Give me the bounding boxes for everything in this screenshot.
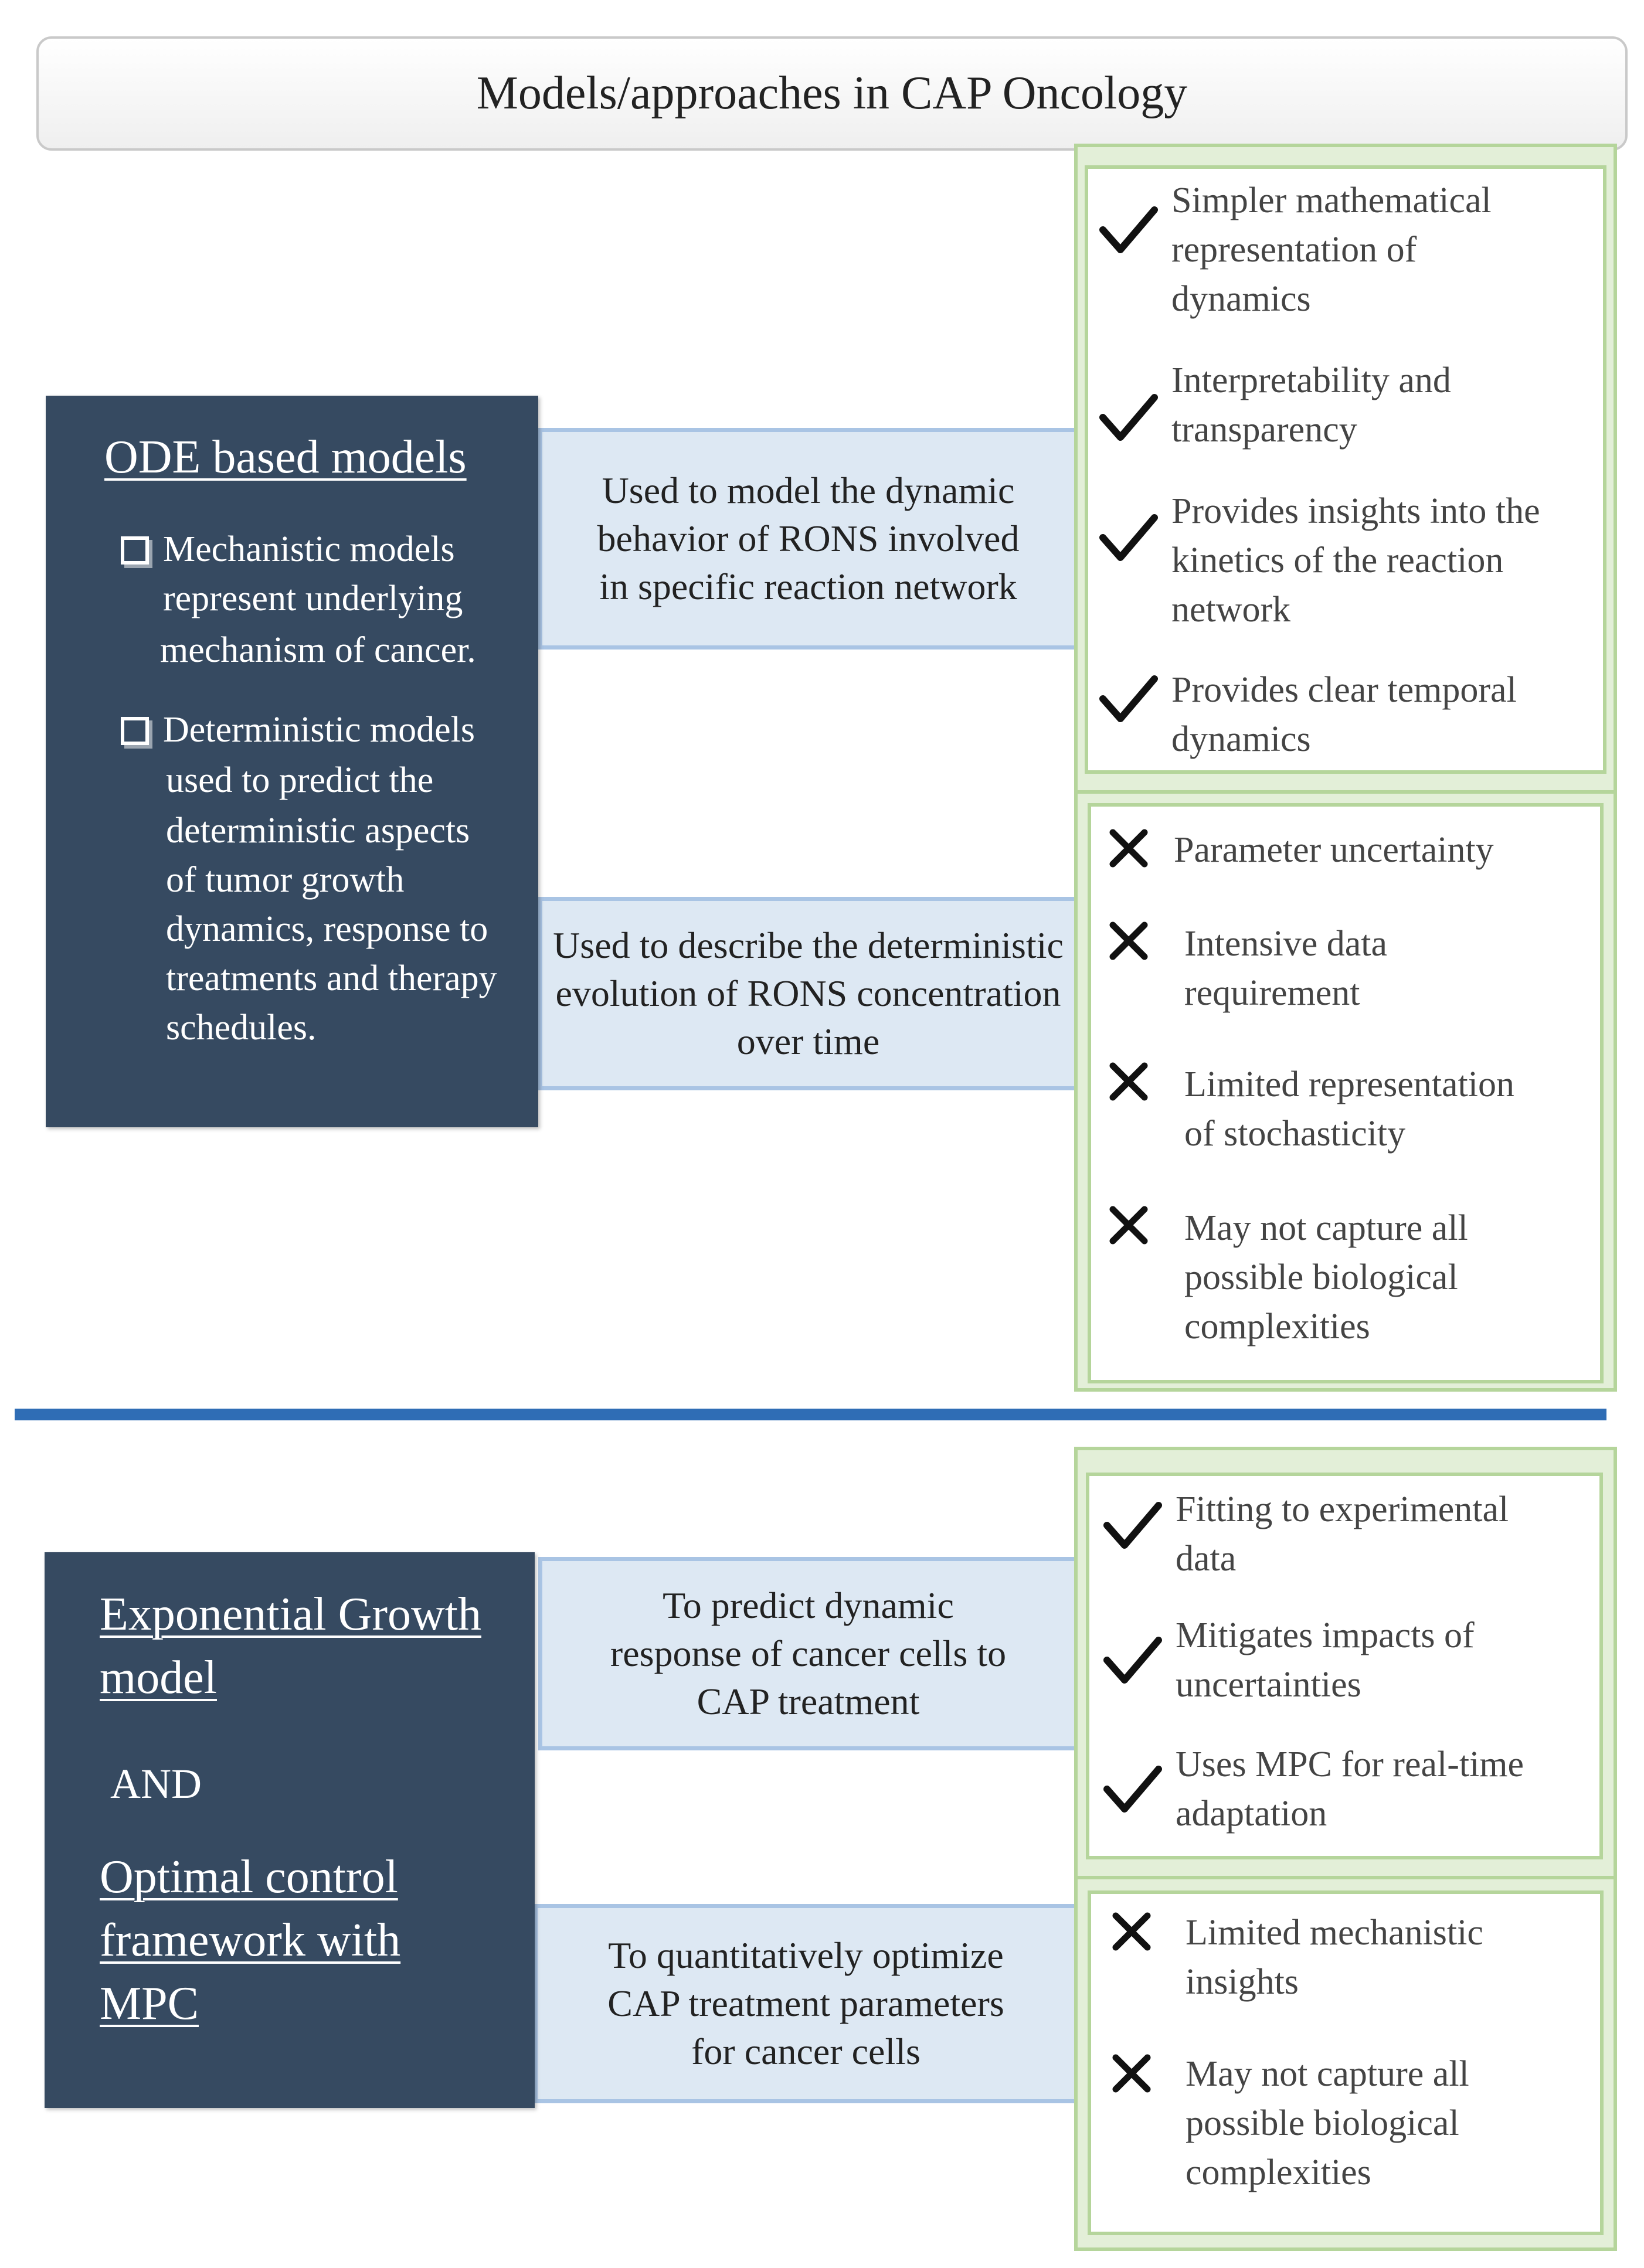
ode-bullet-1-line: represent underlying: [163, 579, 463, 618]
ode-usage-1-line: Used to model the dynamic: [602, 470, 1015, 511]
ode-models-panel: [46, 396, 538, 1127]
cross-icon: [1111, 1911, 1152, 1952]
ode-bullet-2-line: Deterministic models: [163, 710, 475, 750]
ode-usage-2-line: over time: [736, 1021, 880, 1062]
growth-con-2-line: possible biological: [1186, 2103, 1459, 2143]
check-icon: [1099, 674, 1158, 727]
growth-con-1: [1186, 1908, 1483, 2007]
ode-usage-2-line: evolution of RONS concentration: [555, 973, 1061, 1014]
growth-pro-2-line: uncertainties: [1176, 1665, 1361, 1705]
optimal-control-heading: [100, 1845, 400, 2035]
growth-pro-1: [1176, 1485, 1509, 1583]
growth-usage-box-1: [538, 1557, 1074, 1750]
growth-con-1-line: insights: [1186, 1962, 1299, 2002]
check-icon: [1099, 205, 1158, 258]
ode-con-4-line: May not capture all: [1184, 1208, 1468, 1248]
growth-usage-2-line: for cancer cells: [691, 2031, 920, 2072]
growth-usage-2-line: To quantitatively optimize: [608, 1934, 1004, 1976]
checkbox-icon: [121, 717, 149, 745]
growth-usage-1-line: response of cancer cells to: [610, 1633, 1007, 1674]
ode-con-2: [1184, 919, 1387, 1018]
growth-heading-line: Exponential Growth: [100, 1589, 481, 1640]
cross-icon: [1108, 920, 1149, 961]
growth-usage-1-line: To predict dynamic: [663, 1584, 954, 1626]
growth-pro-3: [1176, 1740, 1524, 1838]
cross-icon: [1108, 828, 1149, 869]
ode-bullet-2-line: schedules.: [166, 1008, 317, 1048]
ode-con-2-line: Intensive data: [1184, 924, 1388, 964]
check-icon: [1103, 1635, 1162, 1688]
ode-heading: ODE based models: [104, 431, 467, 483]
ode-pro-3-line: network: [1171, 590, 1291, 630]
ode-usage-1-line: behavior of RONS involved: [597, 518, 1020, 559]
ode-con-3: [1184, 1060, 1514, 1158]
ode-con-3-line: of stochasticity: [1184, 1114, 1406, 1154]
cross-icon: [1111, 2053, 1152, 2094]
growth-heading: [100, 1583, 481, 1709]
optimal-control-heading-line: Optimal control: [100, 1851, 398, 1903]
ode-con-4-line: possible biological: [1184, 1257, 1458, 1297]
cross-icon: [1108, 1205, 1149, 1246]
ode-pro-1: [1171, 176, 1492, 324]
ode-pro-1-line: dynamics: [1171, 279, 1311, 319]
ode-bullet-2-line: deterministic aspects: [166, 811, 470, 851]
ode-pro-4-line: Provides clear temporal: [1171, 670, 1517, 710]
optimal-control-heading-line: MPC: [100, 1978, 199, 2029]
growth-heading-line: model: [100, 1652, 217, 1703]
growth-pro-2: [1176, 1611, 1475, 1709]
ode-pro-3: [1171, 487, 1540, 634]
ode-bullet-2-line: dynamics, response to: [166, 909, 488, 949]
diagram-title: [36, 36, 1628, 151]
ode-pro-1-line: representation of: [1171, 230, 1417, 270]
ode-con-4-line: complexities: [1184, 1307, 1370, 1346]
growth-usage-2-line: CAP treatment parameters: [607, 1983, 1004, 2024]
check-icon: [1103, 1501, 1162, 1553]
ode-pro-4: [1171, 665, 1517, 764]
ode-bullet-2-line: used to predict the: [166, 760, 434, 800]
growth-usage-1-line: CAP treatment: [697, 1681, 920, 1722]
ode-con-4: [1184, 1203, 1468, 1351]
ode-pro-2: [1171, 356, 1451, 454]
ode-pro-2-line: Interpretability and: [1171, 361, 1451, 400]
ode-bullet-2-line: treatments and therapy: [166, 958, 497, 998]
ode-pro-3-line: kinetics of the reaction: [1171, 540, 1504, 580]
ode-con-1-line: Parameter uncertainty: [1174, 830, 1494, 870]
ode-bullet-1-line: mechanism of cancer.: [160, 630, 476, 670]
ode-con-3-line: Limited representation: [1184, 1065, 1514, 1104]
ode-pro-3-line: Provides insights into the: [1171, 491, 1540, 531]
optimal-control-heading-line: framework with: [100, 1915, 401, 1966]
ode-usage-1-line: in specific reaction network: [599, 566, 1017, 607]
growth-pro-3-line: adaptation: [1176, 1794, 1327, 1834]
ode-con-1: [1174, 825, 1494, 875]
ode-bullet-2-line: of tumor growth: [166, 860, 405, 900]
ode-pro-2-line: transparency: [1171, 410, 1357, 450]
ode-usage-2-line: Used to describe the deterministic: [553, 924, 1064, 966]
growth-con-2: [1186, 2049, 1469, 2197]
growth-con-2-line: complexities: [1186, 2153, 1371, 2192]
ode-usage-box-2: [538, 897, 1074, 1090]
growth-con-2-line: May not capture all: [1186, 2054, 1469, 2094]
growth-pro-1-line: Fitting to experimental: [1176, 1490, 1509, 1529]
and-label: AND: [110, 1760, 202, 1807]
growth-pro-2-line: Mitigates impacts of: [1176, 1616, 1475, 1655]
ode-usage-box-1: [538, 428, 1074, 650]
growth-con-1-line: Limited mechanistic: [1186, 1913, 1483, 1953]
ode-con-2-line: requirement: [1184, 973, 1360, 1013]
growth-models-panel: [45, 1552, 535, 2108]
ode-pro-1-line: Simpler mathematical: [1171, 181, 1492, 220]
ode-bullet-1-line: Mechanistic models: [163, 529, 455, 569]
cross-icon: [1108, 1061, 1149, 1102]
ode-pro-4-line: dynamics: [1171, 719, 1311, 759]
check-icon: [1099, 393, 1158, 446]
growth-pro-3-line: Uses MPC for real-time: [1176, 1745, 1524, 1784]
check-icon: [1099, 513, 1158, 566]
title-text: Models/approaches in CAP Oncology: [476, 67, 1188, 119]
growth-usage-box-2: [534, 1904, 1074, 2103]
checkbox-icon: [121, 536, 149, 565]
check-icon: [1103, 1764, 1162, 1817]
growth-pro-1-line: data: [1176, 1539, 1237, 1579]
section-divider: [15, 1409, 1606, 1420]
